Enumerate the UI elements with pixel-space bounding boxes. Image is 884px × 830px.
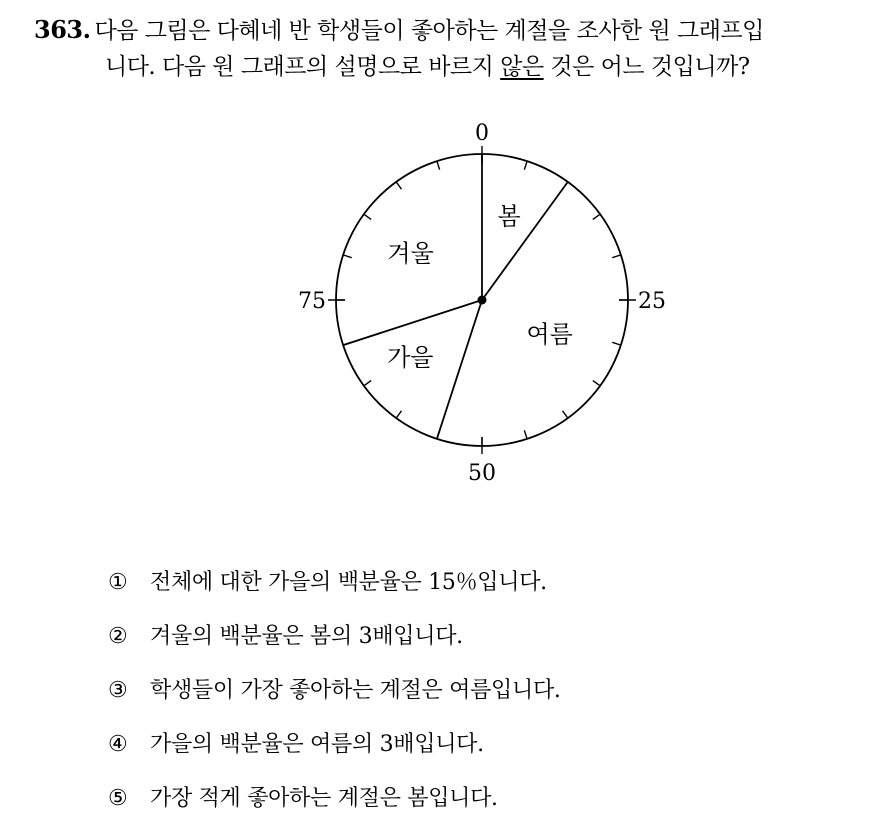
- question-line-2-after: 것은 어느 것입니까?: [543, 54, 750, 80]
- pie-tick-65: [364, 381, 371, 386]
- choice-2[interactable]: [108, 614, 848, 668]
- choice-3-text: 학생들이 가장 좋아하는 계절은 여름입니다.: [150, 678, 561, 703]
- question-line-2-before: 니다. 다음 원 그래프의 설명으로 바르지: [105, 54, 501, 80]
- slice-boundary-3: [437, 300, 482, 439]
- pie-tick-15: [593, 214, 600, 219]
- choice-1-number: ①: [108, 570, 128, 595]
- slice-label-3: 가을: [387, 343, 434, 372]
- choice-2-number: ②: [108, 624, 128, 649]
- choice-3[interactable]: [108, 668, 848, 722]
- scale-label-0: 0: [475, 121, 489, 146]
- pie-tick-95: [437, 161, 440, 170]
- answer-choices: [108, 560, 848, 830]
- choice-4-text: 가을의 백분율은 여름의 3배입니다.: [150, 732, 484, 757]
- pie-tick-5: [524, 161, 527, 170]
- choice-2-text: 겨울의 백분율은 봄의 3배입니다.: [150, 624, 463, 649]
- pie-tick-60: [396, 411, 401, 418]
- choice-5-number: ⑤: [108, 786, 128, 811]
- question-number: 363.: [34, 15, 91, 44]
- pie-tick-40: [563, 411, 568, 418]
- pie-tick-90: [396, 182, 401, 189]
- pie-tick-80: [343, 255, 352, 258]
- scale-label-25: 25: [638, 289, 666, 314]
- pie-tick-45: [524, 430, 527, 439]
- pie-center-dot: [478, 296, 487, 305]
- slice-label-2: 여름: [526, 320, 573, 349]
- slice-boundary-2: [482, 182, 568, 300]
- slice-label-1: 봄: [497, 202, 521, 231]
- choice-1-text: 전체에 대한 가을의 백분율은 15％입니다.: [150, 570, 547, 595]
- pie-tick-30: [612, 342, 621, 345]
- choice-4-number: ④: [108, 732, 128, 757]
- choice-5[interactable]: [108, 776, 848, 830]
- pie-tick-20: [612, 255, 621, 258]
- question-underlined-word: 않은: [500, 54, 544, 80]
- choice-5-text: 가장 적게 좋아하는 계절은 봄입니다.: [150, 786, 498, 811]
- slice-label-4: 겨울: [387, 239, 434, 268]
- choice-3-number: ③: [108, 678, 128, 703]
- choice-1[interactable]: [108, 560, 848, 614]
- question-line-1: 다음 그림은 다혜네 반 학생들이 좋아하는 계절을 조사한 원 그래프입: [94, 18, 764, 44]
- slice-boundary-4: [343, 300, 482, 345]
- scale-label-50: 50: [468, 461, 496, 486]
- choice-4[interactable]: [108, 722, 848, 776]
- scale-label-75: 75: [298, 289, 326, 314]
- pie-tick-85: [364, 214, 371, 219]
- pie-tick-35: [593, 381, 600, 386]
